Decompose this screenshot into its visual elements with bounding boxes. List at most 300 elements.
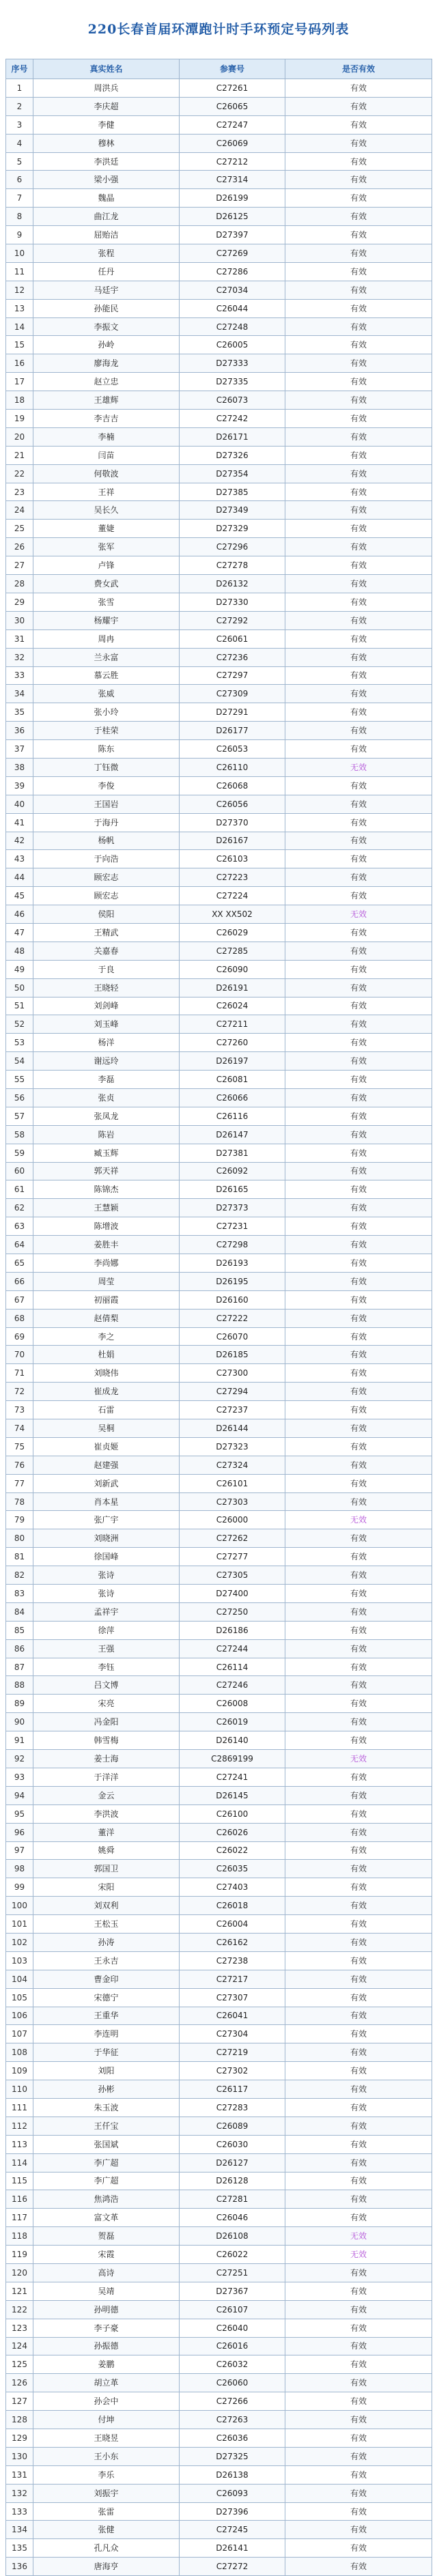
cell-name: 杜娟 [33, 1346, 180, 1364]
cell-valid: 有效 [285, 1071, 432, 1089]
cell-name: 王祥 [33, 483, 180, 501]
cell-seq: 115 [6, 2172, 33, 2190]
cell-bib: D27370 [180, 813, 285, 832]
cell-bib: C26040 [180, 2319, 285, 2337]
table-row [6, 520, 432, 538]
cell-valid: 有效 [285, 1529, 432, 1548]
cell-name: 穆林 [33, 134, 180, 152]
cell-seq: 83 [6, 1585, 33, 1603]
cell-name: 张诗 [33, 1566, 180, 1585]
table-row [6, 978, 432, 997]
cell-valid: 有效 [285, 373, 432, 391]
table-row [6, 152, 432, 171]
cell-name: 吴桐 [33, 1419, 180, 1438]
cell-seq: 117 [6, 2209, 33, 2227]
cell-name: 孙涛 [33, 1933, 180, 1951]
cell-name: 王雄辉 [33, 391, 180, 410]
cell-valid: 有效 [285, 1768, 432, 1786]
cell-bib: C26056 [180, 795, 285, 813]
cell-seq: 26 [6, 538, 33, 556]
cell-bib: C27219 [180, 2043, 285, 2062]
cell-seq: 10 [6, 244, 33, 263]
cell-valid: 有效 [285, 1364, 432, 1383]
column-header-valid: 是否有效 [285, 59, 432, 79]
cell-name: 侯阳 [33, 905, 180, 924]
cell-valid: 有效 [285, 1437, 432, 1456]
cell-bib: C26116 [180, 1107, 285, 1125]
cell-valid: 有效 [285, 1713, 432, 1731]
cell-valid: 有效 [285, 611, 432, 629]
cell-valid: 有效 [285, 960, 432, 978]
cell-seq: 89 [6, 1695, 33, 1713]
cell-name: 吕文博 [33, 1676, 180, 1695]
cell-name: 于海丹 [33, 813, 180, 832]
cell-seq: 134 [6, 2521, 33, 2539]
cell-bib: D27333 [180, 354, 285, 373]
cell-valid: 有效 [285, 2135, 432, 2153]
cell-bib: C27251 [180, 2263, 285, 2282]
cell-valid: 无效 [285, 758, 432, 776]
table-row [6, 1254, 432, 1273]
cell-seq: 65 [6, 1254, 33, 1273]
cell-seq: 42 [6, 832, 33, 850]
table-row [6, 79, 432, 98]
cell-bib: D27381 [180, 1144, 285, 1162]
cell-name: 肖本星 [33, 1492, 180, 1511]
cell-name: 高诗 [33, 2263, 180, 2282]
cell-valid: 有效 [285, 1052, 432, 1071]
cell-valid: 有效 [285, 483, 432, 501]
cell-bib: C26107 [180, 2300, 285, 2319]
cell-seq: 132 [6, 2484, 33, 2502]
table-row [6, 1750, 432, 1768]
cell-name: 付坤 [33, 2411, 180, 2429]
table-row [6, 1217, 432, 1236]
cell-valid: 有效 [285, 2117, 432, 2135]
cell-name: 王精武 [33, 923, 180, 942]
cell-seq: 59 [6, 1144, 33, 1162]
cell-name: 孙会中 [33, 2392, 180, 2411]
cell-valid: 有效 [285, 1125, 432, 1144]
table-row [6, 868, 432, 887]
cell-seq: 73 [6, 1401, 33, 1419]
cell-bib: C27278 [180, 556, 285, 575]
cell-name: 焦鸿浩 [33, 2190, 180, 2209]
cell-seq: 75 [6, 1437, 33, 1456]
cell-seq: 45 [6, 887, 33, 905]
cell-name: 韩雪梅 [33, 1731, 180, 1750]
cell-seq: 23 [6, 483, 33, 501]
table-row [6, 758, 432, 776]
cell-name: 费女武 [33, 575, 180, 593]
cell-valid: 有效 [285, 2172, 432, 2190]
cell-seq: 107 [6, 2025, 33, 2043]
cell-name: 孟祥宇 [33, 1602, 180, 1621]
table-row [6, 354, 432, 373]
cell-valid: 有效 [285, 1695, 432, 1713]
cell-name: 臧玉辉 [33, 1144, 180, 1162]
cell-name: 李庆超 [33, 97, 180, 115]
cell-valid: 有效 [285, 2355, 432, 2374]
cell-seq: 118 [6, 2227, 33, 2246]
cell-seq: 61 [6, 1180, 33, 1199]
cell-bib: C27248 [180, 317, 285, 336]
cell-bib: C27241 [180, 1768, 285, 1786]
cell-bib: C26069 [180, 134, 285, 152]
cell-valid: 有效 [285, 1566, 432, 1585]
cell-valid: 有效 [285, 1970, 432, 1988]
cell-seq: 92 [6, 1750, 33, 1768]
cell-valid: 有效 [285, 2374, 432, 2392]
cell-valid: 有效 [285, 1254, 432, 1273]
cell-seq: 6 [6, 171, 33, 189]
cell-seq: 93 [6, 1768, 33, 1786]
cell-name: 刘晓伟 [33, 1364, 180, 1383]
cell-seq: 40 [6, 795, 33, 813]
cell-name: 孙彬 [33, 2080, 180, 2099]
cell-name: 曲江龙 [33, 208, 180, 226]
cell-name: 张国斌 [33, 2135, 180, 2153]
cell-name: 刘双利 [33, 1897, 180, 1915]
cell-name: 张军 [33, 538, 180, 556]
cell-bib: C26060 [180, 2374, 285, 2392]
table-row [6, 629, 432, 648]
table-row [6, 244, 432, 263]
cell-name: 王晓昱 [33, 2429, 180, 2448]
cell-name: 丁钰微 [33, 758, 180, 776]
cell-bib: D26167 [180, 832, 285, 850]
cell-seq: 31 [6, 629, 33, 648]
cell-name: 刘阳 [33, 2062, 180, 2080]
table-row [6, 2539, 432, 2558]
table-row [6, 648, 432, 666]
table-row [6, 1970, 432, 1988]
cell-name: 吴长久 [33, 501, 180, 520]
cell-name: 李磊 [33, 1071, 180, 1089]
cell-bib: C27272 [180, 2558, 285, 2576]
cell-bib: C27247 [180, 115, 285, 134]
cell-bib: C26162 [180, 1933, 285, 1951]
table-row [6, 1695, 432, 1713]
cell-valid: 有效 [285, 281, 432, 299]
cell-valid: 有效 [285, 978, 432, 997]
cell-name: 崔成龙 [33, 1383, 180, 1401]
cell-bib: C26005 [180, 336, 285, 354]
cell-valid: 有效 [285, 722, 432, 740]
table-row [6, 1804, 432, 1823]
cell-valid: 有效 [285, 2521, 432, 2539]
cell-bib: C27314 [180, 171, 285, 189]
table-row [6, 1272, 432, 1290]
table-row [6, 1015, 432, 1034]
cell-bib: C26068 [180, 776, 285, 795]
table-row [6, 1236, 432, 1254]
cell-seq: 85 [6, 1621, 33, 1639]
cell-name: 李健 [33, 115, 180, 134]
cell-bib: D27396 [180, 2502, 285, 2521]
cell-valid: 有效 [285, 446, 432, 464]
table-row [6, 1823, 432, 1841]
cell-name: 于洋洋 [33, 1768, 180, 1786]
cell-valid: 有效 [285, 2465, 432, 2484]
cell-valid: 有效 [285, 1236, 432, 1254]
cell-valid: 有效 [285, 299, 432, 317]
cell-name: 李广超 [33, 2153, 180, 2172]
cell-bib: C27260 [180, 1034, 285, 1052]
table-row [6, 1071, 432, 1089]
cell-valid: 有效 [285, 2209, 432, 2227]
cell-seq: 22 [6, 464, 33, 483]
cell-valid: 有效 [285, 868, 432, 887]
cell-name: 董婕 [33, 520, 180, 538]
cell-name: 李吉吉 [33, 410, 180, 428]
cell-bib: D27367 [180, 2282, 285, 2300]
table-row [6, 1327, 432, 1346]
cell-name: 宋阳 [33, 1878, 180, 1897]
cell-seq: 33 [6, 666, 33, 685]
cell-bib: D27329 [180, 520, 285, 538]
cell-name: 王国岩 [33, 795, 180, 813]
cell-name: 贺磊 [33, 2227, 180, 2246]
cell-seq: 51 [6, 997, 33, 1015]
table-row [6, 2062, 432, 2080]
cell-seq: 84 [6, 1602, 33, 1621]
cell-seq: 12 [6, 281, 33, 299]
table-row [6, 1713, 432, 1731]
table-row [6, 1088, 432, 1107]
cell-seq: 109 [6, 2062, 33, 2080]
cell-name: 李洪廷 [33, 152, 180, 171]
cell-bib: D26141 [180, 2539, 285, 2558]
cell-seq: 126 [6, 2374, 33, 2392]
cell-seq: 116 [6, 2190, 33, 2209]
cell-valid: 有效 [285, 134, 432, 152]
cell-seq: 50 [6, 978, 33, 997]
cell-bib: C26018 [180, 1897, 285, 1915]
cell-seq: 8 [6, 208, 33, 226]
table-row [6, 1566, 432, 1585]
cell-name: 崔贞姬 [33, 1437, 180, 1456]
cell-seq: 3 [6, 115, 33, 134]
cell-bib: C26032 [180, 2355, 285, 2374]
cell-bib: D26195 [180, 1272, 285, 1290]
cell-seq: 38 [6, 758, 33, 776]
cell-bib: C27297 [180, 666, 285, 685]
table-row [6, 1419, 432, 1438]
cell-bib: D27349 [180, 501, 285, 520]
cell-seq: 71 [6, 1364, 33, 1383]
cell-name: 王重华 [33, 2007, 180, 2025]
cell-valid: 有效 [285, 208, 432, 226]
cell-name: 刘玉峰 [33, 1015, 180, 1034]
cell-name: 谢远玲 [33, 1052, 180, 1071]
cell-valid: 有效 [285, 740, 432, 759]
cell-name: 姜士海 [33, 1750, 180, 1768]
cell-seq: 133 [6, 2502, 33, 2521]
cell-valid: 有效 [285, 97, 432, 115]
cell-valid: 有效 [285, 1897, 432, 1915]
table-row [6, 2465, 432, 2484]
cell-name: 富文革 [33, 2209, 180, 2227]
cell-bib: C26008 [180, 1695, 285, 1713]
table-row [6, 483, 432, 501]
cell-valid: 有效 [285, 2025, 432, 2043]
cell-valid: 有效 [285, 593, 432, 611]
cell-valid: 有效 [285, 1933, 432, 1951]
cell-valid: 有效 [285, 2319, 432, 2337]
cell-name: 闫苗 [33, 446, 180, 464]
cell-valid: 有效 [285, 923, 432, 942]
table-row [6, 2153, 432, 2172]
table-row [6, 2190, 432, 2209]
cell-valid: 有效 [285, 1621, 432, 1639]
cell-seq: 78 [6, 1492, 33, 1511]
cell-valid: 有效 [285, 1915, 432, 1934]
table-row [6, 2502, 432, 2521]
cell-name: 刘剑峰 [33, 997, 180, 1015]
cell-name: 孔凡众 [33, 2539, 180, 2558]
cell-seq: 125 [6, 2355, 33, 2374]
cell-valid: 有效 [285, 2300, 432, 2319]
table-row [6, 556, 432, 575]
cell-bib: C26093 [180, 2484, 285, 2502]
cell-name: 王永吉 [33, 1951, 180, 1970]
cell-bib: C27296 [180, 538, 285, 556]
cell-valid: 有效 [285, 2043, 432, 2062]
cell-seq: 15 [6, 336, 33, 354]
cell-seq: 64 [6, 1236, 33, 1254]
table-row [6, 317, 432, 336]
cell-bib: C26022 [180, 2246, 285, 2264]
cell-bib: D26140 [180, 1731, 285, 1750]
cell-bib: D26191 [180, 978, 285, 997]
cell-name: 李俊 [33, 776, 180, 795]
cell-name: 王松玉 [33, 1915, 180, 1934]
cell-valid: 有效 [285, 2411, 432, 2429]
table-row [6, 1602, 432, 1621]
cell-name: 赵倩梨 [33, 1309, 180, 1327]
cell-valid: 有效 [285, 2153, 432, 2172]
cell-name: 李广超 [33, 2172, 180, 2190]
cell-seq: 66 [6, 1272, 33, 1290]
cell-name: 何敬波 [33, 464, 180, 483]
table-row [6, 1180, 432, 1199]
table-row [6, 1456, 432, 1474]
cell-name: 孙岭 [33, 336, 180, 354]
table-row [6, 189, 432, 208]
cell-name: 杨耀宇 [33, 611, 180, 629]
cell-bib: C26066 [180, 1088, 285, 1107]
cell-name: 姚舜 [33, 1841, 180, 1860]
cell-bib: C27304 [180, 2025, 285, 2043]
table-row [6, 410, 432, 428]
table-row [6, 1346, 432, 1364]
cell-seq: 60 [6, 1162, 33, 1180]
table-row [6, 171, 432, 189]
cell-bib: C27298 [180, 1236, 285, 1254]
cell-valid: 有效 [285, 1474, 432, 1492]
table-row [6, 832, 432, 850]
table-row [6, 115, 432, 134]
cell-bib: D26145 [180, 1786, 285, 1804]
cell-valid: 有效 [285, 2190, 432, 2209]
table-row [6, 1034, 432, 1052]
cell-valid: 有效 [285, 244, 432, 263]
cell-name: 王小东 [33, 2447, 180, 2465]
table-row [6, 1383, 432, 1401]
table-header-row [6, 59, 432, 79]
cell-bib: C27277 [180, 1548, 285, 1566]
cell-bib: C26016 [180, 2337, 285, 2355]
cell-seq: 27 [6, 556, 33, 575]
cell-valid: 有效 [285, 152, 432, 171]
cell-name: 李振文 [33, 317, 180, 336]
cell-seq: 55 [6, 1071, 33, 1089]
cell-seq: 95 [6, 1804, 33, 1823]
cell-bib: C26046 [180, 2209, 285, 2227]
cell-seq: 96 [6, 1823, 33, 1841]
cell-seq: 54 [6, 1052, 33, 1071]
cell-valid: 有效 [285, 354, 432, 373]
table-row [6, 336, 432, 354]
cell-name: 梁小强 [33, 171, 180, 189]
cell-valid: 有效 [285, 189, 432, 208]
table-row [6, 1437, 432, 1456]
table-row [6, 2209, 432, 2227]
cell-name: 刘振宇 [33, 2484, 180, 2502]
table-row [6, 1511, 432, 1529]
cell-seq: 16 [6, 354, 33, 373]
cell-bib: C27292 [180, 611, 285, 629]
cell-valid: 有效 [285, 1162, 432, 1180]
cell-bib: D26138 [180, 2465, 285, 2484]
cell-bib: C27246 [180, 1676, 285, 1695]
cell-seq: 57 [6, 1107, 33, 1125]
cell-bib: C26089 [180, 2117, 285, 2135]
table-row [6, 97, 432, 115]
cell-valid: 有效 [285, 556, 432, 575]
table-row [6, 1529, 432, 1548]
cell-name: 姜胜丰 [33, 1236, 180, 1254]
cell-seq: 91 [6, 1731, 33, 1750]
cell-name: 胡立革 [33, 2374, 180, 2392]
cell-name: 于桂荣 [33, 722, 180, 740]
page-title: 220长春首届环潭跑计时手环预定号码列表 [87, 22, 350, 37]
cell-valid: 有效 [285, 1107, 432, 1125]
cell-name: 徐萍 [33, 1621, 180, 1639]
cell-name: 顾宏志 [33, 868, 180, 887]
table-row [6, 722, 432, 740]
cell-seq: 121 [6, 2282, 33, 2300]
table-row [6, 1658, 432, 1676]
cell-valid: 有效 [285, 1217, 432, 1236]
table-row [6, 134, 432, 152]
cell-name: 陈岩 [33, 1125, 180, 1144]
table-row [6, 427, 432, 446]
cell-bib: C26030 [180, 2135, 285, 2153]
cell-name: 陈增波 [33, 1217, 180, 1236]
table-row [6, 1933, 432, 1951]
cell-seq: 100 [6, 1897, 33, 1915]
cell-bib: C26036 [180, 2429, 285, 2448]
cell-bib: C26070 [180, 1327, 285, 1346]
cell-name: 陈锦杰 [33, 1180, 180, 1199]
cell-seq: 97 [6, 1841, 33, 1860]
cell-name: 周洪兵 [33, 79, 180, 98]
table-row [6, 2447, 432, 2465]
table-row [6, 2007, 432, 2025]
cell-seq: 86 [6, 1639, 33, 1658]
